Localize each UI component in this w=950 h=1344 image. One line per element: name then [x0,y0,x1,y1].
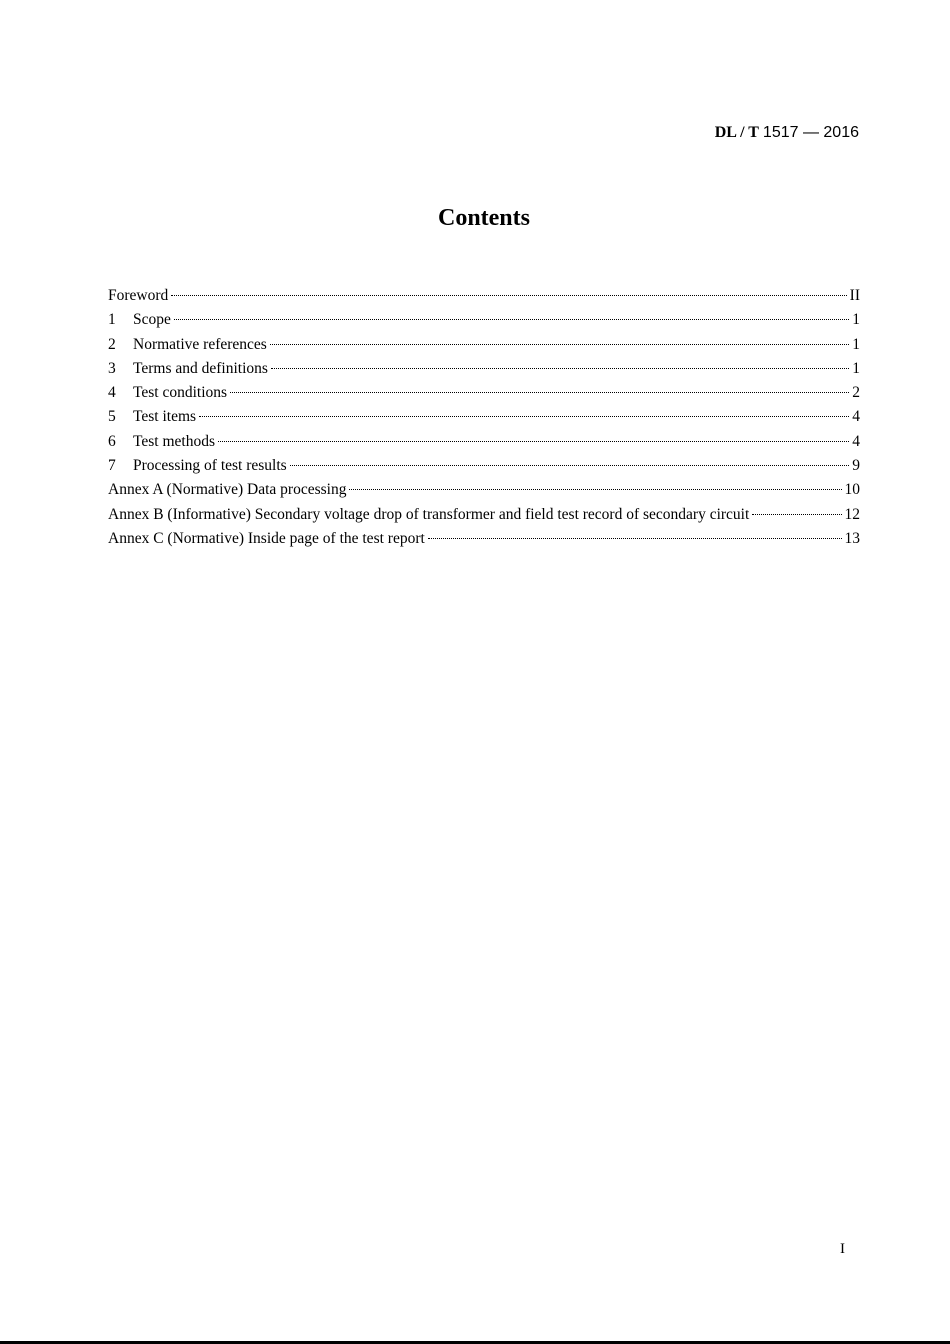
toc-entry-number: 5 [108,408,116,426]
toc-entry-number: 3 [108,359,116,377]
toc-entry-text: Terms and definitions [133,359,268,377]
toc-entry-page: 12 [844,505,860,523]
toc-entry-number: 1 [108,311,116,329]
toc-entry-page: 1 [852,335,860,353]
toc-leader [271,368,849,369]
standard-code: DL / T [714,124,759,141]
standard-header [715,124,859,142]
toc-leader [199,416,849,417]
toc-entry-number: 7 [108,457,116,475]
toc-entry-annex-b[interactable] [108,503,860,527]
toc-leader [349,489,841,490]
toc-entry-number: 4 [108,384,116,402]
toc-entry-text: Foreword [108,287,169,304]
page-title: Contents [437,205,530,231]
toc-entry-text: Test conditions [133,384,228,402]
toc-entry-page: 1 [852,311,860,329]
toc-entry-page: II [849,287,860,304]
toc-entry-terms-definitions[interactable] [108,357,860,381]
toc-entry-text: Annex C (Normative) Inside page of the test report [108,529,425,547]
standard-number: 1517 — 2016 [762,124,859,141]
toc-entry-text: Normative references [133,335,267,353]
toc-entry-page: 2 [852,384,860,402]
toc-entry-test-conditions[interactable] [108,381,860,405]
table-of-contents [108,284,860,551]
toc-entry-annex-c[interactable] [108,527,860,551]
toc-entry-page: 4 [852,408,860,426]
toc-leader [218,441,849,442]
toc-leader [171,295,846,296]
toc-entry-text: Processing of test results [133,457,287,475]
toc-leader [290,465,850,466]
toc-entry-page: 13 [844,529,860,547]
toc-entry-text: Annex A (Normative) Data processing [108,481,347,499]
toc-entry-annex-a[interactable] [108,478,860,502]
toc-leader [230,392,849,393]
toc-leader [428,538,842,539]
toc-entry-text: Test items [133,408,197,426]
toc-entry-normative-references[interactable] [108,333,860,357]
toc-entry-text: Scope [133,311,171,329]
toc-entry-processing-results[interactable] [108,454,860,478]
toc-entry-page: 10 [844,481,860,499]
toc-entry-number: 2 [108,335,116,353]
toc-leader [270,344,849,345]
toc-entry-text: Test methods [133,432,216,450]
toc-entry-page: 1 [852,359,860,377]
toc-leader [174,319,849,320]
toc-entry-test-methods[interactable] [108,430,860,454]
toc-entry-foreword[interactable] [108,284,860,308]
toc-entry-page: 4 [852,432,860,450]
toc-entry-test-items[interactable] [108,405,860,429]
page-number: I [840,1241,845,1257]
toc-leader [752,514,841,515]
toc-entry-text: Annex B (Informative) Secondary voltage drop of transformer and field test record of secondary circuit [108,505,750,523]
toc-entry-number: 6 [108,432,116,450]
toc-entry-scope[interactable] [108,308,860,332]
toc-entry-page: 9 [852,457,860,475]
